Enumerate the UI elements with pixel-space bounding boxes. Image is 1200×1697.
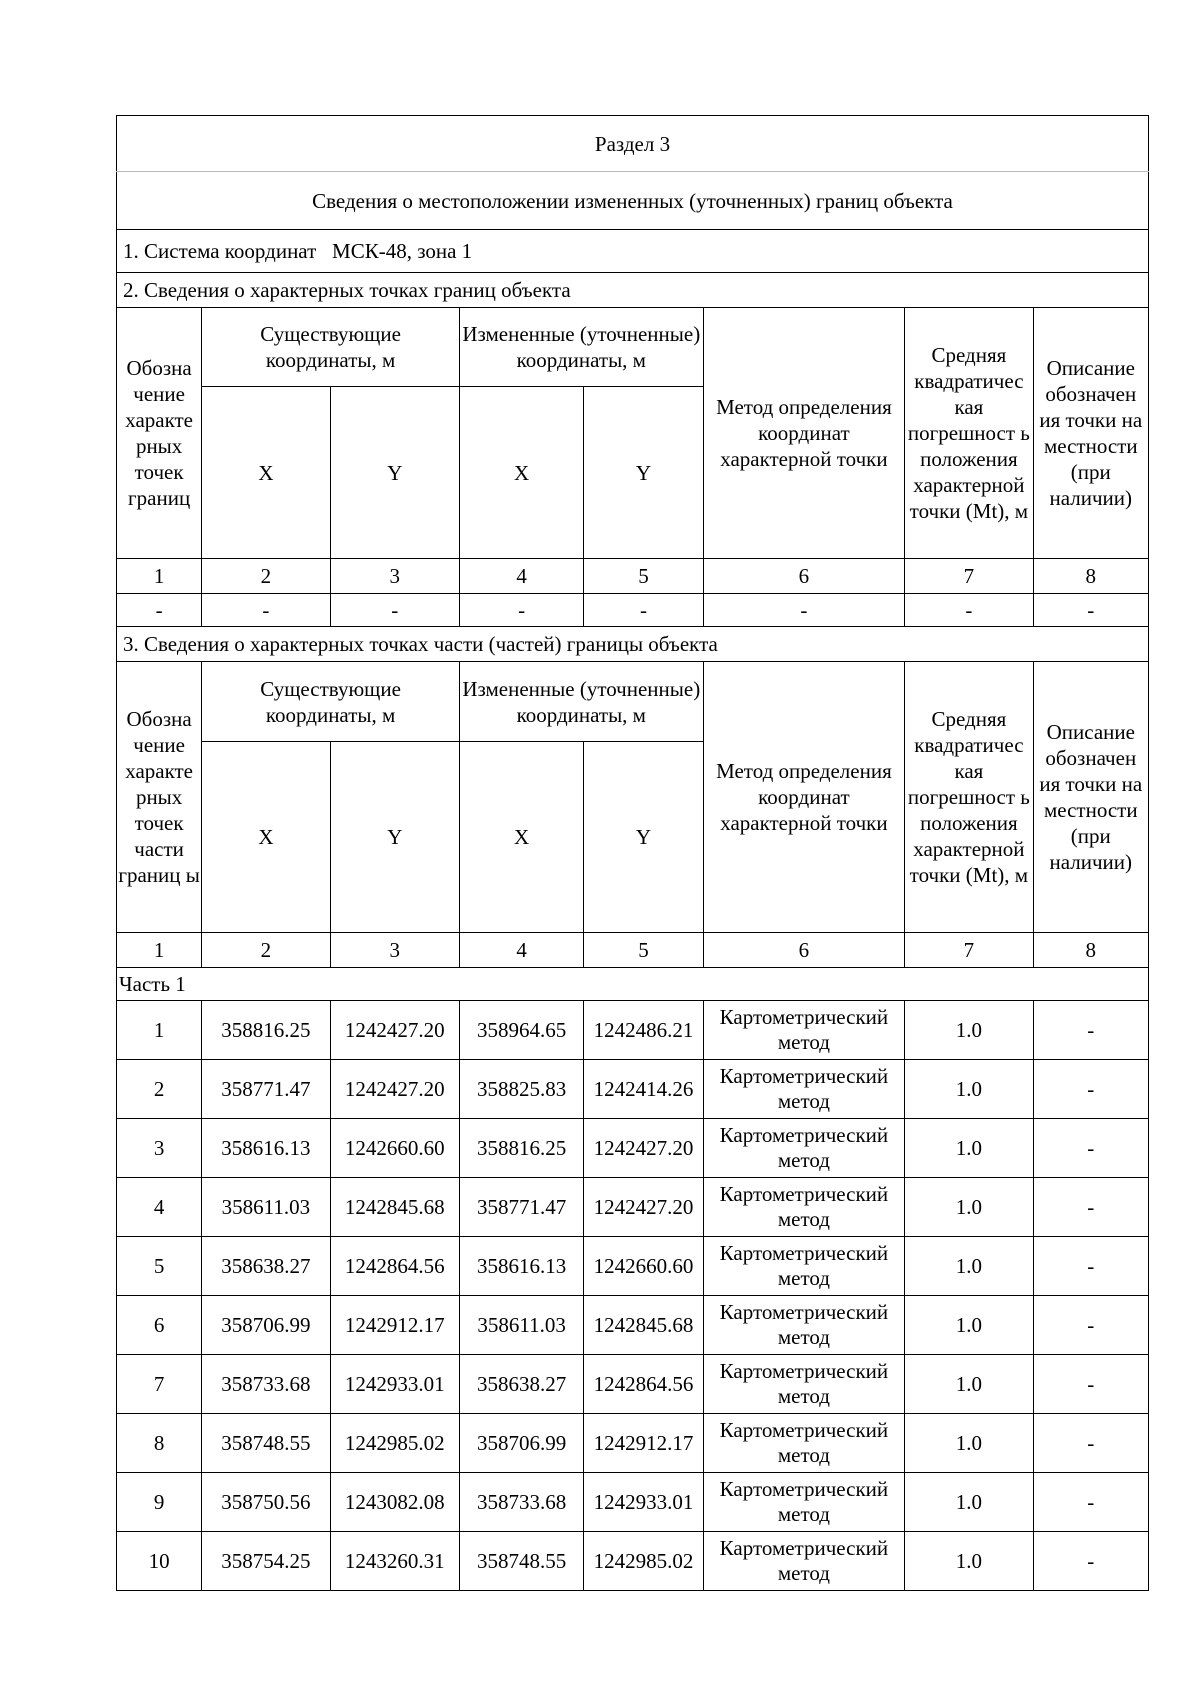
table2-y-changed-header: Y xyxy=(584,742,703,933)
table2-colnum: 5 xyxy=(584,933,703,968)
table1-heading: 2. Сведения о характерных точках границ объекта xyxy=(117,273,1149,308)
table1-empty-cell: - xyxy=(703,594,905,627)
table-row xyxy=(117,1178,1149,1237)
table-row xyxy=(117,1473,1149,1532)
table1-empty-cell: - xyxy=(117,594,202,627)
cell-method: Картометрический метод xyxy=(703,1119,905,1178)
cell-point-description: - xyxy=(1033,1296,1148,1355)
cell-mean-square-error: 1.0 xyxy=(905,1001,1033,1060)
cell-mean-square-error: 1.0 xyxy=(905,1237,1033,1296)
cell-changed-y: 1242427.20 xyxy=(584,1119,703,1178)
cell-method: Картометрический метод xyxy=(703,1473,905,1532)
table1-colnum: 8 xyxy=(1033,559,1148,594)
cell-method: Картометрический метод xyxy=(703,1414,905,1473)
table2-error-header: Средняя квадратичес кая погрешност ь положения характерной точки (Mt), м xyxy=(905,662,1033,933)
table1-colnum: 5 xyxy=(584,559,703,594)
cell-changed-y: 1242486.21 xyxy=(584,1001,703,1060)
cell-mean-square-error: 1.0 xyxy=(905,1532,1033,1591)
cell-point-number: 5 xyxy=(117,1237,202,1296)
cell-mean-square-error: 1.0 xyxy=(905,1178,1033,1237)
cell-changed-x: 358825.83 xyxy=(459,1060,583,1119)
table1-empty-cell: - xyxy=(330,594,459,627)
cell-point-number: 8 xyxy=(117,1414,202,1473)
cell-existing-x: 358748.55 xyxy=(202,1414,330,1473)
table1-error-header: Средняя квадратичес кая погрешност ь положения характерной точки (Mt), м xyxy=(905,308,1033,559)
table2-colnum: 4 xyxy=(459,933,583,968)
table2-colnum: 8 xyxy=(1033,933,1148,968)
cell-existing-y: 1242933.01 xyxy=(330,1355,459,1414)
table1-empty-cell: - xyxy=(905,594,1033,627)
cell-mean-square-error: 1.0 xyxy=(905,1414,1033,1473)
cell-changed-y: 1242845.68 xyxy=(584,1296,703,1355)
table1-colnum: 6 xyxy=(703,559,905,594)
cell-changed-x: 358611.03 xyxy=(459,1296,583,1355)
cell-changed-x: 358964.65 xyxy=(459,1001,583,1060)
cell-changed-x: 358706.99 xyxy=(459,1414,583,1473)
cell-changed-y: 1242427.20 xyxy=(584,1178,703,1237)
table1-col1-header: Обозна чение характе рных точек границ xyxy=(117,308,202,559)
table2-y-existing-header: Y xyxy=(330,742,459,933)
cell-existing-x: 358750.56 xyxy=(202,1473,330,1532)
table1-colnum: 1 xyxy=(117,559,202,594)
cell-mean-square-error: 1.0 xyxy=(905,1355,1033,1414)
cell-changed-y: 1242985.02 xyxy=(584,1532,703,1591)
cell-existing-x: 358771.47 xyxy=(202,1060,330,1119)
coordinate-system-row xyxy=(117,230,1149,273)
table-row xyxy=(117,1355,1149,1414)
cell-existing-x: 358638.27 xyxy=(202,1237,330,1296)
table2-method-header: Метод определения координат характерной точки xyxy=(703,662,905,933)
table1-x-changed-header: X xyxy=(459,387,583,559)
table2-x-changed-header: X xyxy=(459,742,583,933)
cell-method: Картометрический метод xyxy=(703,1532,905,1591)
table-row xyxy=(117,1237,1149,1296)
table1-colnum: 4 xyxy=(459,559,583,594)
table1-method-header: Метод определения координат характерной точки xyxy=(703,308,905,559)
table2-x-existing-header: X xyxy=(202,742,330,933)
table1-empty-cell: - xyxy=(1033,594,1148,627)
table-row xyxy=(117,1001,1149,1060)
cell-existing-x: 358754.25 xyxy=(202,1532,330,1591)
table2-colnum: 3 xyxy=(330,933,459,968)
table-row xyxy=(117,1060,1149,1119)
table1-empty-cell: - xyxy=(584,594,703,627)
table1-empty-cell: - xyxy=(459,594,583,627)
cell-point-description: - xyxy=(1033,1532,1148,1591)
cell-method: Картометрический метод xyxy=(703,1296,905,1355)
table2-description-header: Описание обозначен ия точки на местности (при наличии) xyxy=(1033,662,1148,933)
table2-existing-coords-header: Существующие координаты, м xyxy=(202,662,460,742)
cell-point-number: 10 xyxy=(117,1532,202,1591)
table1-changed-coords-header: Измененные (уточненные) координаты, м xyxy=(459,308,703,387)
cell-changed-x: 358733.68 xyxy=(459,1473,583,1532)
cell-existing-x: 358616.13 xyxy=(202,1119,330,1178)
cell-point-number: 6 xyxy=(117,1296,202,1355)
cell-changed-x: 358816.25 xyxy=(459,1119,583,1178)
cell-existing-y: 1243082.08 xyxy=(330,1473,459,1532)
table2-heading: 3. Сведения о характерных точках части (частей) границы объекта xyxy=(117,627,1149,662)
cell-method: Картометрический метод xyxy=(703,1060,905,1119)
coordinate-system-value: МСК-48, зона 1 xyxy=(332,239,473,263)
section-title: Раздел 3 xyxy=(117,116,1149,172)
cell-point-description: - xyxy=(1033,1355,1148,1414)
table1-y-changed-header: Y xyxy=(584,387,703,559)
cell-point-number: 2 xyxy=(117,1060,202,1119)
cell-changed-x: 358638.27 xyxy=(459,1355,583,1414)
table1-x-existing-header: X xyxy=(202,387,330,559)
part-label: Часть 1 xyxy=(117,968,1149,1001)
cell-point-number: 1 xyxy=(117,1001,202,1060)
cell-point-number: 4 xyxy=(117,1178,202,1237)
cell-method: Картометрический метод xyxy=(703,1355,905,1414)
table1-colnum: 7 xyxy=(905,559,1033,594)
coordinate-system-label: 1. Система координат xyxy=(123,239,317,263)
cell-mean-square-error: 1.0 xyxy=(905,1296,1033,1355)
cell-existing-x: 358611.03 xyxy=(202,1178,330,1237)
table2-colnum: 6 xyxy=(703,933,905,968)
table1-colnum: 2 xyxy=(202,559,330,594)
cell-changed-x: 358748.55 xyxy=(459,1532,583,1591)
table1-description-header: Описание обозначен ия точки на местности (при наличии) xyxy=(1033,308,1148,559)
cell-point-description: - xyxy=(1033,1001,1148,1060)
cell-changed-x: 358616.13 xyxy=(459,1237,583,1296)
cell-point-number: 9 xyxy=(117,1473,202,1532)
cell-point-description: - xyxy=(1033,1237,1148,1296)
cell-existing-y: 1242427.20 xyxy=(330,1001,459,1060)
boundary-table xyxy=(116,115,1149,1591)
table-row xyxy=(117,1296,1149,1355)
table2-colnum: 2 xyxy=(202,933,330,968)
table2-changed-coords-header: Измененные (уточненные) координаты, м xyxy=(459,662,703,742)
table1-existing-coords-header: Существующие координаты, м xyxy=(202,308,460,387)
cell-existing-y: 1243260.31 xyxy=(330,1532,459,1591)
cell-method: Картометрический метод xyxy=(703,1237,905,1296)
cell-changed-x: 358771.47 xyxy=(459,1178,583,1237)
table1-y-existing-header: Y xyxy=(330,387,459,559)
cell-existing-y: 1242985.02 xyxy=(330,1414,459,1473)
section-subtitle: Сведения о местоположении измененных (уточненных) границ объекта xyxy=(117,172,1149,230)
cell-existing-x: 358816.25 xyxy=(202,1001,330,1060)
cell-point-description: - xyxy=(1033,1178,1148,1237)
cell-existing-y: 1242912.17 xyxy=(330,1296,459,1355)
cell-method: Картометрический метод xyxy=(703,1178,905,1237)
cell-point-description: - xyxy=(1033,1414,1148,1473)
cell-existing-x: 358733.68 xyxy=(202,1355,330,1414)
cell-changed-y: 1242864.56 xyxy=(584,1355,703,1414)
cell-changed-y: 1242933.01 xyxy=(584,1473,703,1532)
cell-point-description: - xyxy=(1033,1473,1148,1532)
cell-existing-y: 1242427.20 xyxy=(330,1060,459,1119)
cell-changed-y: 1242414.26 xyxy=(584,1060,703,1119)
table2-col1-header: Обозна чение характе рных точек части границ ы xyxy=(117,662,202,933)
cell-method: Картометрический метод xyxy=(703,1001,905,1060)
table-row xyxy=(117,1532,1149,1591)
cell-existing-y: 1242864.56 xyxy=(330,1237,459,1296)
cell-mean-square-error: 1.0 xyxy=(905,1119,1033,1178)
cell-changed-y: 1242912.17 xyxy=(584,1414,703,1473)
cell-existing-x: 358706.99 xyxy=(202,1296,330,1355)
cell-point-number: 3 xyxy=(117,1119,202,1178)
cell-point-description: - xyxy=(1033,1060,1148,1119)
cell-changed-y: 1242660.60 xyxy=(584,1237,703,1296)
table-row xyxy=(117,1119,1149,1178)
cell-mean-square-error: 1.0 xyxy=(905,1473,1033,1532)
cell-existing-y: 1242845.68 xyxy=(330,1178,459,1237)
cell-point-description: - xyxy=(1033,1119,1148,1178)
table2-colnum: 1 xyxy=(117,933,202,968)
table-row xyxy=(117,1414,1149,1473)
table2-colnum: 7 xyxy=(905,933,1033,968)
table1-empty-cell: - xyxy=(202,594,330,627)
cell-existing-y: 1242660.60 xyxy=(330,1119,459,1178)
cell-mean-square-error: 1.0 xyxy=(905,1060,1033,1119)
cell-point-number: 7 xyxy=(117,1355,202,1414)
table1-colnum: 3 xyxy=(330,559,459,594)
